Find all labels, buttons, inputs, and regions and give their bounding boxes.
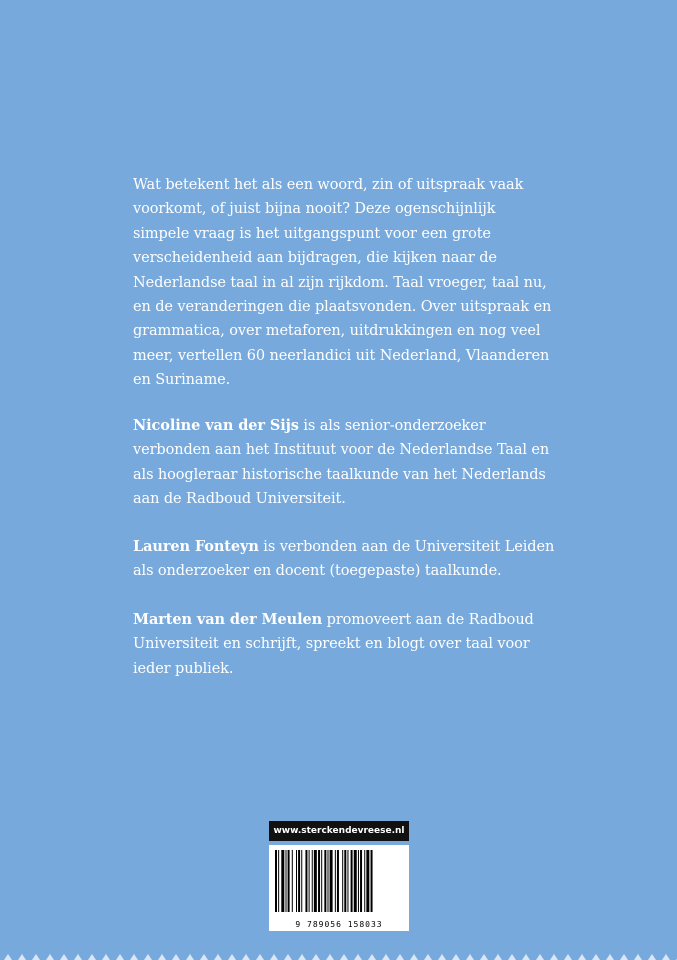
barcode-bar [324, 850, 326, 912]
crop-tick [592, 954, 600, 960]
crop-tick [564, 954, 572, 960]
crop-tick [228, 954, 236, 960]
crop-tick [508, 954, 516, 960]
crop-tick [438, 954, 446, 960]
barcode-bar [296, 850, 297, 912]
barcode-bar [330, 850, 333, 912]
crop-tick [606, 954, 614, 960]
barcode-bar [318, 850, 320, 912]
crop-tick [312, 954, 320, 960]
crop-tick [270, 954, 278, 960]
barcode-bar [278, 850, 279, 912]
barcode-bar [335, 850, 336, 912]
author-bio-fonteyn [133, 535, 563, 584]
crop-tick [578, 954, 586, 960]
crop-tick [284, 954, 292, 960]
crop-tick [634, 954, 642, 960]
barcode-bar [281, 850, 284, 912]
author-description: is als senior-onderzoeker verbonden aan het Instituut voor de Nederlandse Taal en als hoogleraar historische taalkunde van het Nederlands aan de Radboud Universiteit. [133, 418, 550, 508]
crop-tick [130, 954, 138, 960]
crop-tick [480, 954, 488, 960]
book-blurb: Wat betekent het als een woord, zin of uitspraak vaak voorkomt, of juist bijna nooit? Deze ogenschijnlijk simpele vraag is het uitgangspunt voor een grote verscheidenheid aan bijdragen, die kijken naar de Nederlandse taal in al zijn rijkdom. Taal vroeger, taal nu, en de veranderingen die plaatsvonden. Over uitspraak en grammatica, over metaforen, uitdrukkingen en nog veel meer, vertellen 60 neerlandici uit Nederland, Vlaanderen en Suriname. [133, 177, 552, 389]
barcode-bar [358, 850, 359, 912]
crop-tick [620, 954, 628, 960]
barcode-bar [314, 850, 317, 912]
barcode-bar [344, 850, 346, 912]
barcode-bar [286, 850, 287, 912]
crop-tick [18, 954, 26, 960]
barcode-bar [364, 850, 365, 912]
barcode-bar [371, 850, 373, 912]
author-bio-meulen [133, 608, 563, 681]
author-name: Lauren Fonteyn [133, 538, 259, 555]
author-description: is verbonden aan de Universiteit Leiden als onderzoeker en docent (toegepaste) taalkunde. [133, 539, 555, 580]
barcode-bar [288, 850, 290, 912]
author-bio-sijs [133, 414, 563, 512]
crop-tick [354, 954, 362, 960]
barcode-bar [301, 850, 302, 912]
author-name: Marten van der Meulen [133, 611, 323, 628]
crop-tick [60, 954, 68, 960]
crop-tick [466, 954, 474, 960]
crop-tick [410, 954, 418, 960]
crop-marks [0, 954, 677, 960]
publisher-url: www.sterckendevreese.nl [269, 821, 409, 841]
barcode-bar [337, 850, 339, 912]
author-name: Nicoline van der Sijs [133, 417, 299, 434]
crop-tick [74, 954, 82, 960]
crop-tick [200, 954, 208, 960]
crop-tick [522, 954, 530, 960]
barcode-bar [351, 850, 353, 912]
crop-tick [382, 954, 390, 960]
crop-tick [452, 954, 460, 960]
barcode-bar [321, 850, 322, 912]
crop-tick [256, 954, 264, 960]
barcode-bar [312, 850, 313, 912]
barcode-bar [275, 850, 277, 912]
crop-tick [648, 954, 656, 960]
crop-tick [32, 954, 40, 960]
crop-tick [144, 954, 152, 960]
barcode-bar [328, 850, 329, 912]
crop-tick [326, 954, 334, 960]
crop-tick [662, 954, 670, 960]
barcode-bar [366, 850, 369, 912]
barcode-block [269, 821, 409, 931]
crop-tick [88, 954, 96, 960]
crop-tick [102, 954, 110, 960]
barcode-bar [292, 850, 293, 912]
barcode-icon [275, 850, 403, 918]
crop-tick [158, 954, 166, 960]
crop-tick [116, 954, 124, 960]
isbn-number: 9 789056 158033 [295, 920, 383, 929]
crop-tick [424, 954, 432, 960]
crop-tick [340, 954, 348, 960]
barcode-bar [360, 850, 362, 912]
crop-tick [550, 954, 558, 960]
barcode-bar [342, 850, 343, 912]
crop-tick [536, 954, 544, 960]
crop-tick [186, 954, 194, 960]
author-description: promoveert aan de Radboud Universiteit en schrijft, spreekt en blogt over taal voor ieder publiek. [133, 612, 534, 677]
crop-tick [494, 954, 502, 960]
crop-tick [242, 954, 250, 960]
crop-tick [4, 954, 12, 960]
barcode-bar [298, 850, 300, 912]
barcode-bar [305, 850, 307, 912]
barcode-bar [309, 850, 310, 912]
crop-tick [368, 954, 376, 960]
crop-tick [172, 954, 180, 960]
crop-tick [46, 954, 54, 960]
isbn-barcode [269, 845, 409, 931]
crop-tick [214, 954, 222, 960]
barcode-bar [354, 850, 357, 912]
crop-tick [396, 954, 404, 960]
crop-tick [298, 954, 306, 960]
barcode-bar [347, 850, 348, 912]
